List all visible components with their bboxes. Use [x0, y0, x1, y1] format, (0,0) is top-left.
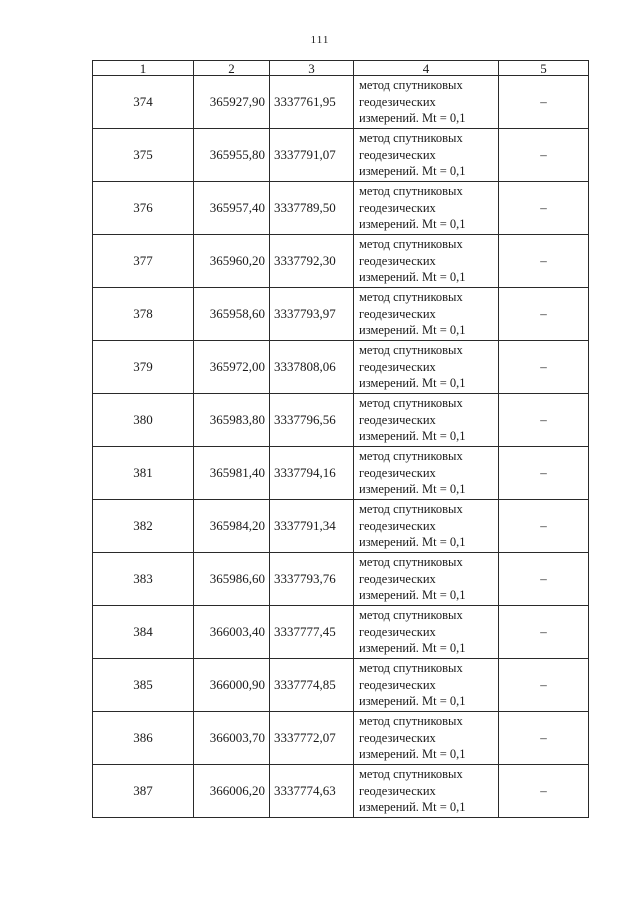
method-cell [354, 712, 499, 765]
method-line: геодезических [359, 518, 436, 533]
y-coordinate-cell: 3337796,56 [270, 394, 354, 447]
point-number-cell: 379 [93, 341, 194, 394]
dash-mark: – [540, 677, 547, 692]
method-cell [354, 765, 499, 818]
method-line: метод спутниковых [359, 555, 463, 570]
header-col-3: 3 [270, 61, 354, 76]
header-col-5: 5 [499, 61, 589, 76]
method-line: метод спутниковых [359, 767, 463, 782]
table-row [93, 659, 589, 712]
table-header [93, 61, 589, 76]
method-line: геодезических [359, 94, 436, 109]
dash-mark: – [540, 147, 547, 162]
method-line: измерений. Mt = 0,1 [359, 164, 466, 179]
method-line: измерений. Mt = 0,1 [359, 482, 466, 497]
point-number-cell: 383 [93, 553, 194, 606]
table-row [93, 712, 589, 765]
method-line: метод спутниковых [359, 449, 463, 464]
method-cell [354, 394, 499, 447]
x-coordinate-cell: 365955,80 [194, 129, 270, 182]
note-cell [499, 288, 589, 341]
point-number-cell: 386 [93, 712, 194, 765]
method-line: метод спутниковых [359, 396, 463, 411]
table-row [93, 765, 589, 818]
method-line: измерений. Mt = 0,1 [359, 111, 466, 126]
method-line: измерений. Mt = 0,1 [359, 694, 466, 709]
dash-mark: – [540, 730, 547, 745]
dash-mark: – [540, 465, 547, 480]
table-row [93, 500, 589, 553]
y-coordinate-cell: 3337792,30 [270, 235, 354, 288]
x-coordinate-cell: 365981,40 [194, 447, 270, 500]
method-line: измерений. Mt = 0,1 [359, 323, 466, 338]
table-row [93, 447, 589, 500]
method-line: метод спутниковых [359, 343, 463, 358]
table-row [93, 341, 589, 394]
note-cell [499, 447, 589, 500]
point-number-cell: 385 [93, 659, 194, 712]
dash-mark: – [540, 253, 547, 268]
point-number-cell: 380 [93, 394, 194, 447]
method-cell [354, 447, 499, 500]
y-coordinate-cell: 3337761,95 [270, 76, 354, 129]
dash-mark: – [540, 359, 547, 374]
y-coordinate-cell: 3337774,63 [270, 765, 354, 818]
method-line: метод спутниковых [359, 661, 463, 676]
note-cell [499, 659, 589, 712]
y-coordinate-cell: 3337793,76 [270, 553, 354, 606]
page-number: 111 [310, 34, 330, 46]
method-line: метод спутниковых [359, 502, 463, 517]
point-number-cell: 378 [93, 288, 194, 341]
y-coordinate-cell: 3337794,16 [270, 447, 354, 500]
method-line: измерений. Mt = 0,1 [359, 376, 466, 391]
point-number-cell: 375 [93, 129, 194, 182]
note-cell [499, 76, 589, 129]
header-row [93, 61, 589, 76]
note-cell [499, 341, 589, 394]
method-cell [354, 606, 499, 659]
method-line: геодезических [359, 306, 436, 321]
table-row [93, 553, 589, 606]
y-coordinate-cell: 3337777,45 [270, 606, 354, 659]
x-coordinate-cell: 365960,20 [194, 235, 270, 288]
method-line: геодезических [359, 783, 436, 798]
header-col-1: 1 [93, 61, 194, 76]
method-line: геодезических [359, 200, 436, 215]
method-line: метод спутниковых [359, 78, 463, 93]
note-cell [499, 606, 589, 659]
method-line: измерений. Mt = 0,1 [359, 747, 466, 762]
method-line: измерений. Mt = 0,1 [359, 535, 466, 550]
table-row [93, 129, 589, 182]
x-coordinate-cell: 365958,60 [194, 288, 270, 341]
point-number-cell: 377 [93, 235, 194, 288]
note-cell [499, 500, 589, 553]
method-cell [354, 500, 499, 553]
x-coordinate-cell: 366000,90 [194, 659, 270, 712]
dash-mark: – [540, 783, 547, 798]
x-coordinate-cell: 365957,40 [194, 182, 270, 235]
x-coordinate-cell: 366006,20 [194, 765, 270, 818]
method-line: метод спутниковых [359, 608, 463, 623]
point-number-cell: 384 [93, 606, 194, 659]
dash-mark: – [540, 94, 547, 109]
y-coordinate-cell: 3337772,07 [270, 712, 354, 765]
dash-mark: – [540, 518, 547, 533]
method-line: измерений. Mt = 0,1 [359, 800, 466, 815]
method-line: геодезических [359, 624, 436, 639]
method-line: метод спутниковых [359, 290, 463, 305]
method-line: геодезических [359, 412, 436, 427]
y-coordinate-cell: 3337774,85 [270, 659, 354, 712]
method-line: метод спутниковых [359, 131, 463, 146]
method-line: геодезических [359, 253, 436, 268]
coordinates-table [92, 60, 589, 818]
method-cell [354, 341, 499, 394]
x-coordinate-cell: 366003,70 [194, 712, 270, 765]
x-coordinate-cell: 366003,40 [194, 606, 270, 659]
table-body [93, 76, 589, 818]
method-cell [354, 76, 499, 129]
method-line: измерений. Mt = 0,1 [359, 641, 466, 656]
point-number-cell: 374 [93, 76, 194, 129]
method-line: геодезических [359, 677, 436, 692]
table-row [93, 235, 589, 288]
dash-mark: – [540, 306, 547, 321]
point-number-cell: 381 [93, 447, 194, 500]
method-line: измерений. Mt = 0,1 [359, 588, 466, 603]
y-coordinate-cell: 3337808,06 [270, 341, 354, 394]
method-line: геодезических [359, 571, 436, 586]
method-line: метод спутниковых [359, 237, 463, 252]
method-cell [354, 553, 499, 606]
y-coordinate-cell: 3337789,50 [270, 182, 354, 235]
method-line: геодезических [359, 147, 436, 162]
dash-mark: – [540, 571, 547, 586]
point-number-cell: 382 [93, 500, 194, 553]
x-coordinate-cell: 365927,90 [194, 76, 270, 129]
method-line: геодезических [359, 465, 436, 480]
note-cell [499, 712, 589, 765]
point-number-cell: 376 [93, 182, 194, 235]
method-cell [354, 182, 499, 235]
method-line: измерений. Mt = 0,1 [359, 217, 466, 232]
table-row [93, 288, 589, 341]
note-cell [499, 182, 589, 235]
method-line: измерений. Mt = 0,1 [359, 429, 466, 444]
note-cell [499, 129, 589, 182]
dash-mark: – [540, 200, 547, 215]
x-coordinate-cell: 365972,00 [194, 341, 270, 394]
method-line: метод спутниковых [359, 714, 463, 729]
table-row [93, 394, 589, 447]
method-cell [354, 659, 499, 712]
x-coordinate-cell: 365984,20 [194, 500, 270, 553]
method-cell [354, 129, 499, 182]
table-row [93, 606, 589, 659]
note-cell [499, 553, 589, 606]
note-cell [499, 235, 589, 288]
method-line: геодезических [359, 730, 436, 745]
method-cell [354, 235, 499, 288]
note-cell [499, 394, 589, 447]
point-number-cell: 387 [93, 765, 194, 818]
method-line: метод спутниковых [359, 184, 463, 199]
table-row [93, 182, 589, 235]
table-row [93, 76, 589, 129]
y-coordinate-cell: 3337791,34 [270, 500, 354, 553]
x-coordinate-cell: 365983,80 [194, 394, 270, 447]
x-coordinate-cell: 365986,60 [194, 553, 270, 606]
method-cell [354, 288, 499, 341]
dash-mark: – [540, 624, 547, 639]
header-col-2: 2 [194, 61, 270, 76]
y-coordinate-cell: 3337793,97 [270, 288, 354, 341]
method-line: геодезических [359, 359, 436, 374]
dash-mark: – [540, 412, 547, 427]
note-cell [499, 765, 589, 818]
method-line: измерений. Mt = 0,1 [359, 270, 466, 285]
y-coordinate-cell: 3337791,07 [270, 129, 354, 182]
header-col-4: 4 [354, 61, 499, 76]
